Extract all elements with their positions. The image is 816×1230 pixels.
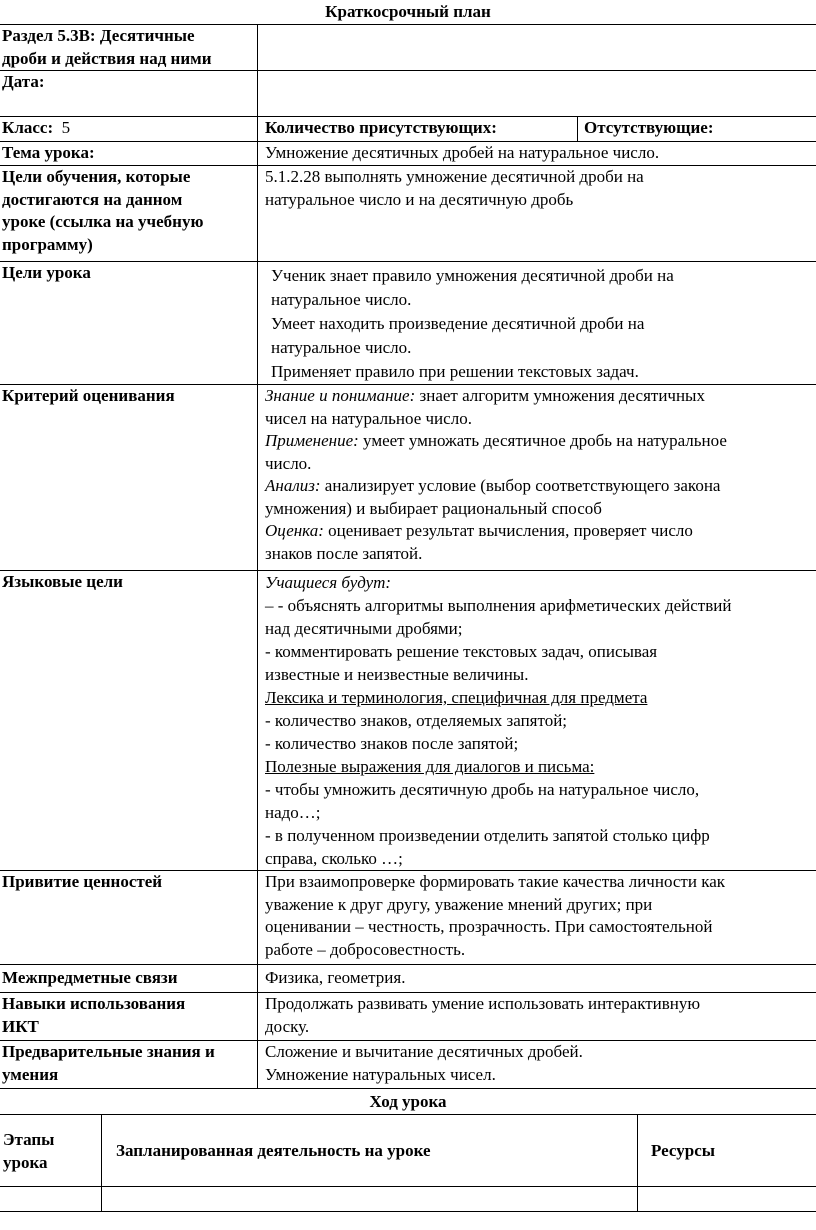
language-goals-label: Языковые цели <box>0 571 258 871</box>
language-goal-line: надо…; <box>265 803 321 822</box>
language-goal-line: - в полученном произведении отделить запятой столько цифр <box>265 826 710 845</box>
phrases-heading: Полезные выражения для диалогов и письма: <box>265 757 595 776</box>
lesson-goal-line: натуральное число. <box>271 338 412 357</box>
row-ict <box>0 993 816 1041</box>
language-goal-line: известные и неизвестные величины. <box>265 665 529 684</box>
class-label: Класс: <box>2 118 54 137</box>
ict-label: ИКТ <box>2 1016 39 1036</box>
cross-curricular-value: Физика, геометрия. <box>258 965 816 993</box>
course-cell <box>0 1187 102 1212</box>
class-value: 5 <box>61 118 71 137</box>
criteria-term: Анализ: <box>265 476 321 495</box>
lesson-goal-line: Применяет правило при решении текстовых задач. <box>271 362 639 381</box>
learning-goals-label: уроке (ссылка на учебную <box>2 212 204 231</box>
lesson-goal-line: Умеет находить произведение десятичной дроби на <box>271 314 645 333</box>
lesson-goals-label: Цели урока <box>0 262 258 385</box>
topic-value: Умножение десятичных дробей на натуральное число. <box>258 142 816 166</box>
lesson-goal-line: натуральное число. <box>271 290 412 309</box>
language-goal-line: - комментировать решение текстовых задач, описывая <box>265 642 658 661</box>
course-title: Ход урока <box>369 1092 447 1111</box>
row-learning-goals <box>0 166 816 262</box>
row-date <box>0 71 816 117</box>
stages-header: Этапы <box>3 1129 55 1149</box>
course-cell <box>638 1187 816 1212</box>
present-label: Количество присутствующих: <box>258 117 578 142</box>
language-goal-line: - чтобы умножить десятичную дробь на натуральное число, <box>265 780 700 799</box>
topic-label: Тема урока: <box>0 142 258 166</box>
criteria-text: анализирует условие (выбор соответствующего закона <box>320 476 721 495</box>
date-label: Дата: <box>0 71 258 117</box>
planned-activity-header: Запланированная деятельность на уроке <box>102 1115 638 1187</box>
criteria-term: Знание и понимание: <box>265 386 416 405</box>
prior-label: Предварительные знания и <box>2 1042 215 1061</box>
section-label: Раздел 5.3В: Десятичные <box>2 26 195 45</box>
language-goal-line: над десятичными дробями; <box>265 619 463 638</box>
course-table <box>0 1114 816 1212</box>
section-value <box>258 25 816 71</box>
course-header-row <box>0 1115 816 1187</box>
prior-value: Умножение натуральных чисел. <box>265 1064 496 1084</box>
values-line: При взаимопроверке формировать такие качества личности как <box>265 872 725 891</box>
learning-goals-label: достигаются на данном <box>2 189 183 209</box>
criteria-text: знает алгоритм умножения десятичных <box>415 386 705 405</box>
prior-label: умения <box>2 1064 59 1084</box>
row-section <box>0 25 816 71</box>
cross-curricular-label: Межпредметные связи <box>0 965 258 993</box>
criteria-term: Оценка: <box>265 521 324 540</box>
vocab-heading: Лексика и терминология, специфичная для предмета <box>265 688 648 707</box>
row-values <box>0 871 816 965</box>
ict-label: Навыки использования <box>2 994 186 1013</box>
criteria-text: умножения) и выбирает рациональный способ <box>265 498 602 518</box>
values-line: уважение к друг другу, уважение мнений других; при <box>265 894 653 914</box>
section-label-cont: дроби и действия над ними <box>2 48 212 68</box>
row-prior <box>0 1041 816 1089</box>
resources-header: Ресурсы <box>638 1115 816 1187</box>
criteria-text: чисел на натуральное число. <box>265 408 472 428</box>
criteria-term: Применение: <box>265 431 359 450</box>
lesson-goal-line: Ученик знает правило умножения десятичной дроби на <box>271 266 674 285</box>
language-goal-line: – - объяснять алгоритмы выполнения арифметических действий <box>265 596 732 615</box>
learning-goals-value: 5.1.2.28 выполнять умножение десятичной дроби на <box>265 167 644 186</box>
criteria-text: знаков после запятой. <box>265 543 423 563</box>
prior-value: Сложение и вычитание десятичных дробей. <box>265 1042 583 1061</box>
language-goal-line: - количество знаков, отделяемых запятой; <box>265 711 568 730</box>
language-goal-line: справа, сколько …; <box>265 849 403 868</box>
date-value <box>258 71 816 117</box>
values-line: работе – добросовестность. <box>265 939 466 959</box>
ict-value: доску. <box>265 1016 310 1036</box>
row-class <box>0 117 816 142</box>
values-line: оценивании – честность, прозрачность. При самостоятельной <box>265 917 713 936</box>
learning-goals-label: Цели обучения, которые <box>2 167 191 186</box>
stages-header: урока <box>3 1152 48 1172</box>
students-will: Учащиеся будут: <box>265 573 392 592</box>
page-title: Краткосрочный план <box>325 2 491 21</box>
criteria-text: умеет умножать десятичное дробь на натуральное <box>358 431 727 450</box>
learning-goals-label: программу) <box>2 234 93 254</box>
course-blank-row <box>0 1187 816 1212</box>
row-criteria <box>0 385 816 571</box>
plan-table <box>0 24 816 1089</box>
language-goal-line: - количество знаков после запятой; <box>265 734 519 753</box>
row-cross-curricular <box>0 965 816 993</box>
criteria-text: оценивает результат вычисления, проверяет число <box>323 521 693 540</box>
absent-label: Отсутствующие: <box>578 117 816 142</box>
course-cell <box>102 1187 638 1212</box>
row-language-goals <box>0 571 816 871</box>
criteria-label: Критерий оценивания <box>0 385 258 571</box>
criteria-text: число. <box>265 453 312 473</box>
learning-goals-value: натуральное число и на десятичную дробь <box>265 189 574 209</box>
ict-value: Продолжать развивать умение использовать интерактивную <box>265 994 701 1013</box>
values-label: Привитие ценностей <box>0 871 258 965</box>
row-topic <box>0 142 816 166</box>
row-lesson-goals <box>0 262 816 385</box>
